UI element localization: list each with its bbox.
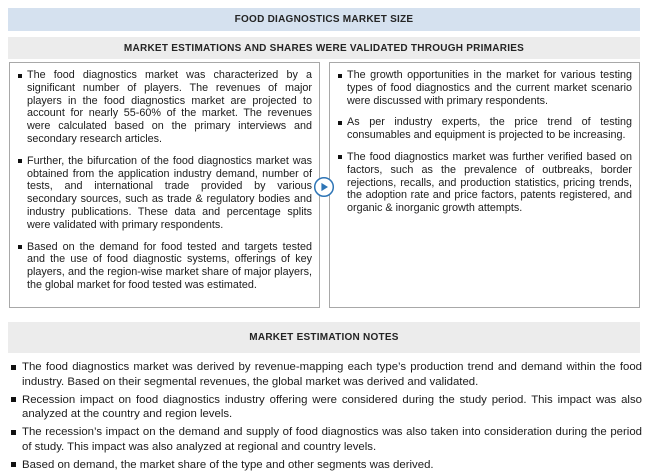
play-button[interactable] [313, 176, 335, 198]
page-title: FOOD DIAGNOSTICS MARKET SIZE [234, 14, 414, 25]
bullet-item: Further, the bifurcation of the food diagnostics market was obtained from the application industry demand, number of tests, and international trade provided by various secondary sources, such as trade & regulatory bodies and industry publications. These data and percentage splits were validated with primary respondents. [15, 155, 312, 232]
bullet-item: The food diagnostics market was further verified based on factors, such as the prevalence of outbreaks, border rejections, recalls, and production statistics, pricing trends, the adoption rate and price factors, patents registered, and organic & inorganic growth attempts. [335, 151, 632, 215]
bullet-item: As per industry experts, the price trend of testing consumables and equipment is projected to be increasing. [335, 116, 632, 142]
notes-bullet-list [8, 360, 642, 474]
subtitle-text: MARKET ESTIMATIONS AND SHARES WERE VALIDATED THROUGH PRIMARIES [123, 42, 525, 54]
bullet-item: The food diagnostics market was characterized by a significant number of players. The revenues of major players in the food diagnostics market are projected to account for nearly 55-60% of the market. The revenues were calculated based on the primary interviews and secondary research articles. [15, 69, 312, 146]
left-bullet-list [15, 69, 312, 292]
notes-header-bar [8, 322, 640, 353]
bullet-item: The growth opportunities in the market for various testing types of food diagnostics and the current market scenario were discussed with primary respondents. [335, 69, 632, 107]
note-item: Recession impact on food diagnostics industry offering were considered during the study period. This impact was also analyzed at the country and region levels. [8, 393, 642, 423]
bullet-item: Based on the demand for food tested and targets tested and the use of food diagnostic systems, offerings of key players, and the region-wise market share of major players, the global market for food tested was estimated. [15, 241, 312, 292]
note-item: The food diagnostics market was derived by revenue-mapping each type’s production trend and demand within the food industry. Based on their segmental revenues, the global market was derived and validated. [8, 360, 642, 390]
notes-header-text: MARKET ESTIMATION NOTES [249, 332, 399, 343]
right-bullet-list [335, 69, 632, 215]
title-bar [8, 8, 640, 31]
right-text-box [329, 62, 640, 308]
note-item: Based on demand, the market share of the type and other segments was derived. [8, 458, 642, 473]
note-item: The recession’s impact on the demand and supply of food diagnostics was also taken into consideration during the period of study. This impact was also analyzed at regional and country levels. [8, 425, 642, 455]
play-icon [313, 176, 335, 198]
left-text-box [9, 62, 320, 308]
subtitle-bar [8, 37, 640, 59]
